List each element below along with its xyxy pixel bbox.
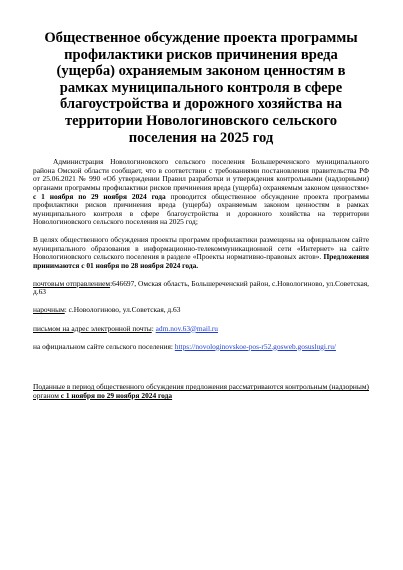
document-body [33,158,369,400]
email-link[interactable]: adm.nov.63@mail.ru [155,323,219,333]
in-person-item [33,306,369,315]
title-line: территории Новологиновского сельского [64,112,338,129]
postal-item [33,280,369,297]
title-line: (ущерба) охраняемым законом ценностям в [56,63,346,80]
title-line: Общественное обсуждение проекта программы [44,30,358,46]
intro-paragraph [33,158,369,227]
footer-text: Поданные в период общественного обсуждения предложения рассматриваются контрольным (надзорным) органом [33,382,369,400]
website-link[interactable]: https://novologinovskoe-pos-r52.gosweb.gosuslugi.ru/ [174,341,336,351]
discussion-dates: с 1 ноября по 29 ноября 2024 года [33,191,166,201]
footer-paragraph [33,383,369,400]
document-title [33,30,369,146]
website-item [33,343,369,352]
title-line: рамках муниципального контроля в сфере [59,79,343,96]
publication-paragraph [33,236,369,270]
in-person-address: : с.Новологиново, ул.Советская, д.63 [64,305,181,315]
email-item [33,325,369,334]
email-separator: : [151,323,156,333]
intro-text: Администрация Новологиновского сельского поселения Большереченского муниципального района Омской области сообщает, что в соответствии с требованиями постановления правительства РФ от 25.06.2021 № 990 «Об утверждении Правил разработки и утверждения контрольными (надзорными) органами программы профилактики рисков причинения вреда (ущерба) охраняемым законом ценностям» [33,157,369,192]
in-person-label: нарочным [33,305,65,315]
email-label: письмом на адрес электронной почты [33,323,152,333]
intro-text-continued: проводится общественное обсуждение проекта программы профилактики рисков причинения вреда (ущерба) охраняемым законом ценностям в рамках муниципального контроля в сфере благоустройства и дорожного хозяйства на территории Новологиновского сельского поселения на 2025 год; [33,191,369,227]
review-dates: с 1 ноября по 29 ноября 2024 года [60,390,173,400]
publication-text: В целях общественного обсуждения проекты программ профилактики размещены на официальном сайте муниципального образования в информационно-телекоммуникационной сети «Интернет» на сайте Новологиновского сельского поселения в разделе «Проекты нормативно-правовых актов». [33,234,369,262]
title-line: благоустройства и дорожного хозяйства на [59,96,343,113]
title-line: поселения на 2025 год [128,129,274,146]
proposals-deadline: Предложения принимаются с 01 ноября по 28 ноября 2024 года. [33,252,369,270]
website-label: на официальном сайте сельского поселения: [33,341,175,351]
postal-label: почтовым отправлением [33,278,111,288]
title-line: профилактики рисков причинения вреда [64,46,338,63]
postal-address: :646697, Омская область, Большереченский район, с.Новологиново, ул.Советская, д.63 [33,278,369,297]
